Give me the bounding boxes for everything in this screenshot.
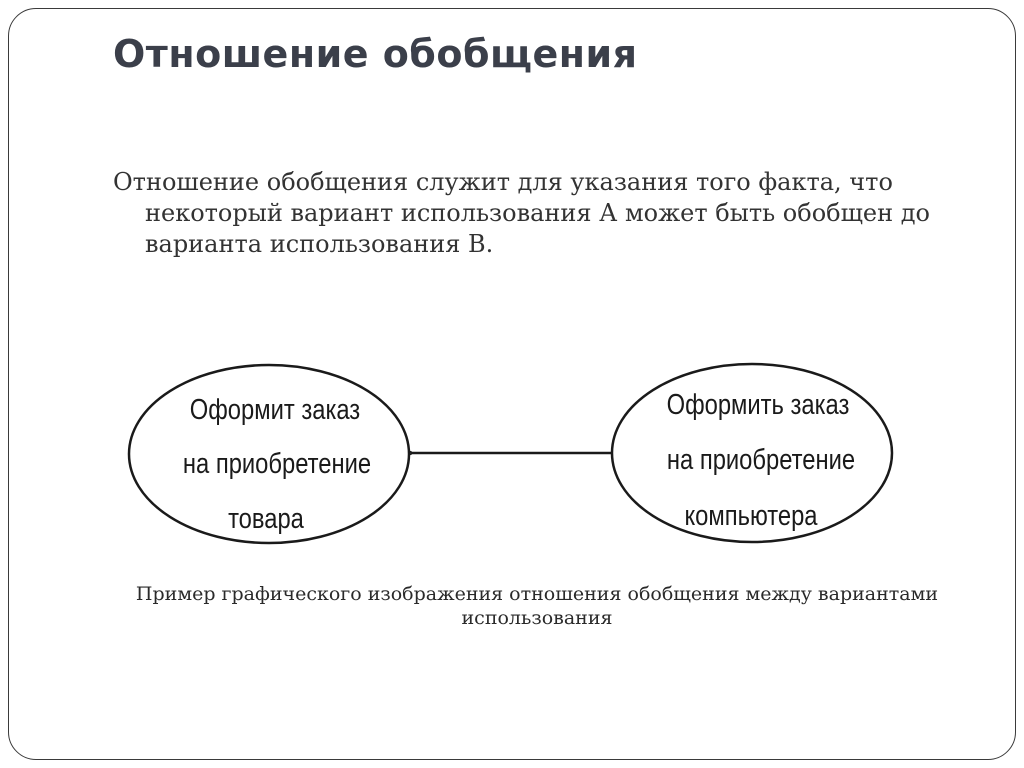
use-case-left-line3: товара — [228, 501, 304, 535]
slide-title: Отношение обобщения — [113, 32, 638, 76]
use-case-right-line2: на приобретение — [666, 442, 856, 476]
diagram-caption-line1: Пример графического изображения отношения обобщения между вариантами — [135, 583, 939, 605]
diagram-caption — [112, 582, 962, 630]
use-case-left — [129, 365, 409, 543]
slide-body-text: Отношение обобщения служит для указания того факта, что некоторый вариант использования А может быть обобщен до варианта использования В. — [113, 168, 930, 258]
use-case-right — [612, 364, 892, 542]
use-case-left-line2: на приобретение — [182, 446, 372, 480]
use-case-right-line3: компьютера — [684, 498, 818, 532]
diagram-caption-line2: использования — [461, 607, 613, 629]
use-case-left-line1: Оформит заказ — [189, 392, 361, 426]
use-case-right-line1: Оформить заказ — [666, 387, 850, 421]
